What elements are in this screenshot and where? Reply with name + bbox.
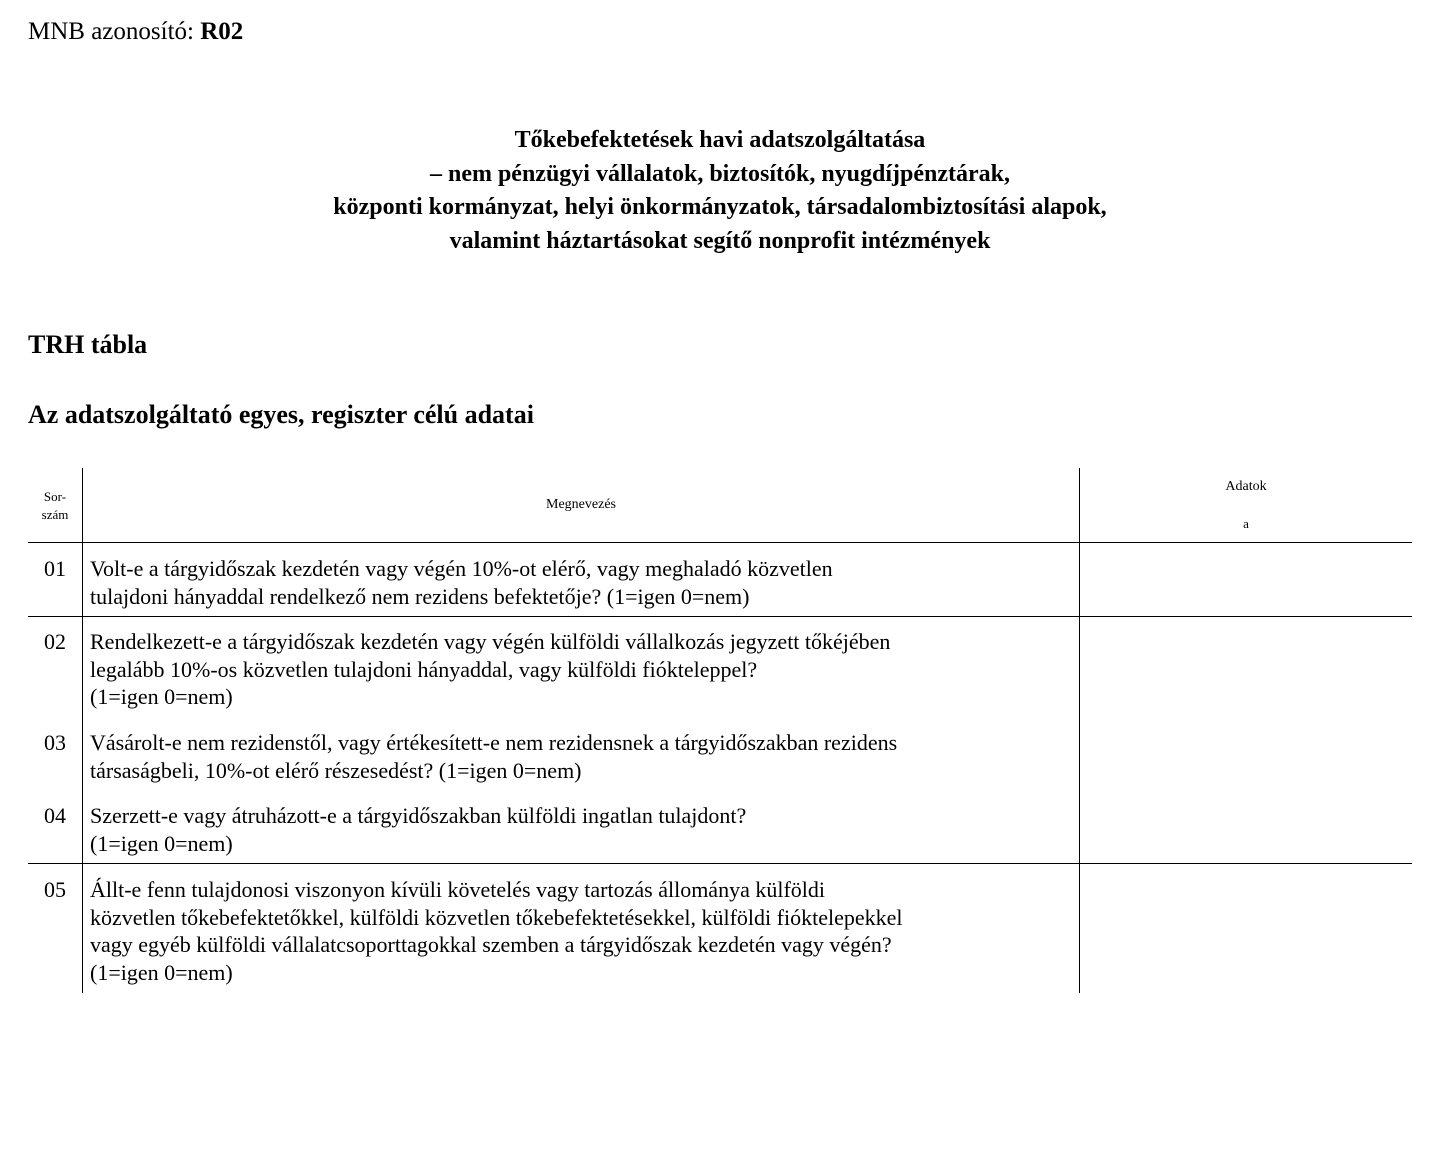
row-description-03: Vásárolt-e nem rezidenstől, vagy értékesített-e nem rezidensnek a tárgyidőszakban rezidens társaságbeli, 10%-ot elérő részesedést? (1=igen 0=nem) [90,730,898,783]
value-cell-05[interactable] [1081,864,1411,992]
row-number-01: 01 [44,556,66,581]
row-number-04: 04 [44,803,66,828]
row-description-01: Volt-e a tárgyidőszak kezdetén vagy végén 10%-ot elérő, vagy meghaladó közvetlen tulajdoni hányaddal rendelkező nem rezidens befektetője? (1=igen 0=nem) [90,556,833,609]
title-line: Tőkebefektetések havi adatszolgáltatása [514,127,926,153]
document-title [0,124,1440,258]
header-column-a: a [1243,516,1249,531]
row-description-04: Szerzett-e vagy átruházott-e a tárgyidőszakban külföldi ingatlan tulajdont? (1=igen 0=nem) [90,803,747,856]
header-adatok: Adatok [1225,479,1267,494]
header-megnevezes: Megnevezés [546,497,616,512]
value-cell-02[interactable] [1081,617,1411,717]
row-description-02: Rendelkezett-e a tárgyidőszak kezdetén vagy végén külföldi vállalkozás jegyzett tőkéjében legalább 10%-os közvetlen tulajdoni hányaddal, vagy külföldi fiókteleppel? (1=igen 0=nem) [90,629,891,709]
header-sorszam: Sor- szám [41,489,69,522]
title-line: valamint háztartásokat segítő nonprofit intézmények [449,227,991,254]
row-number-05: 05 [44,877,66,902]
mnb-code: R02 [200,18,244,45]
title-line: központi kormányzat, helyi önkormányzatok, társadalombiztosítási alapok, [333,194,1107,220]
table-rule-vertical-left [82,468,83,993]
mnb-label: MNB azonosító: [28,18,194,45]
table-title: TRH tábla [28,330,148,359]
value-cell-03[interactable] [1081,718,1411,790]
value-cell-04[interactable] [1081,791,1411,863]
row-number-03: 03 [44,730,66,755]
row-number-02: 02 [44,629,66,654]
row-description-05: Állt-e fenn tulajdonosi viszonyon kívüli követelés vagy tartozás állománya külföldi közvetlen tőkebefektetőkkel, külföldi közvetlen tőkebefektetésekkel, külföldi fióktelepekkel vagy egyéb külföldi vállalatcsoporttagokkal szemben a tárgyidőszak kezdetén vagy végén? (1=igen 0=nem) [90,877,903,985]
mnb-identifier [28,18,243,46]
title-line: – nem pénzügyi vállalatok, biztosítók, nyugdíjpénztárak, [429,160,1011,187]
value-cell-01[interactable] [1081,543,1411,616]
table-subtitle: Az adatszolgáltató egyes, regiszter célú adatai [28,400,534,429]
table-rule-vertical-right [1079,468,1080,993]
